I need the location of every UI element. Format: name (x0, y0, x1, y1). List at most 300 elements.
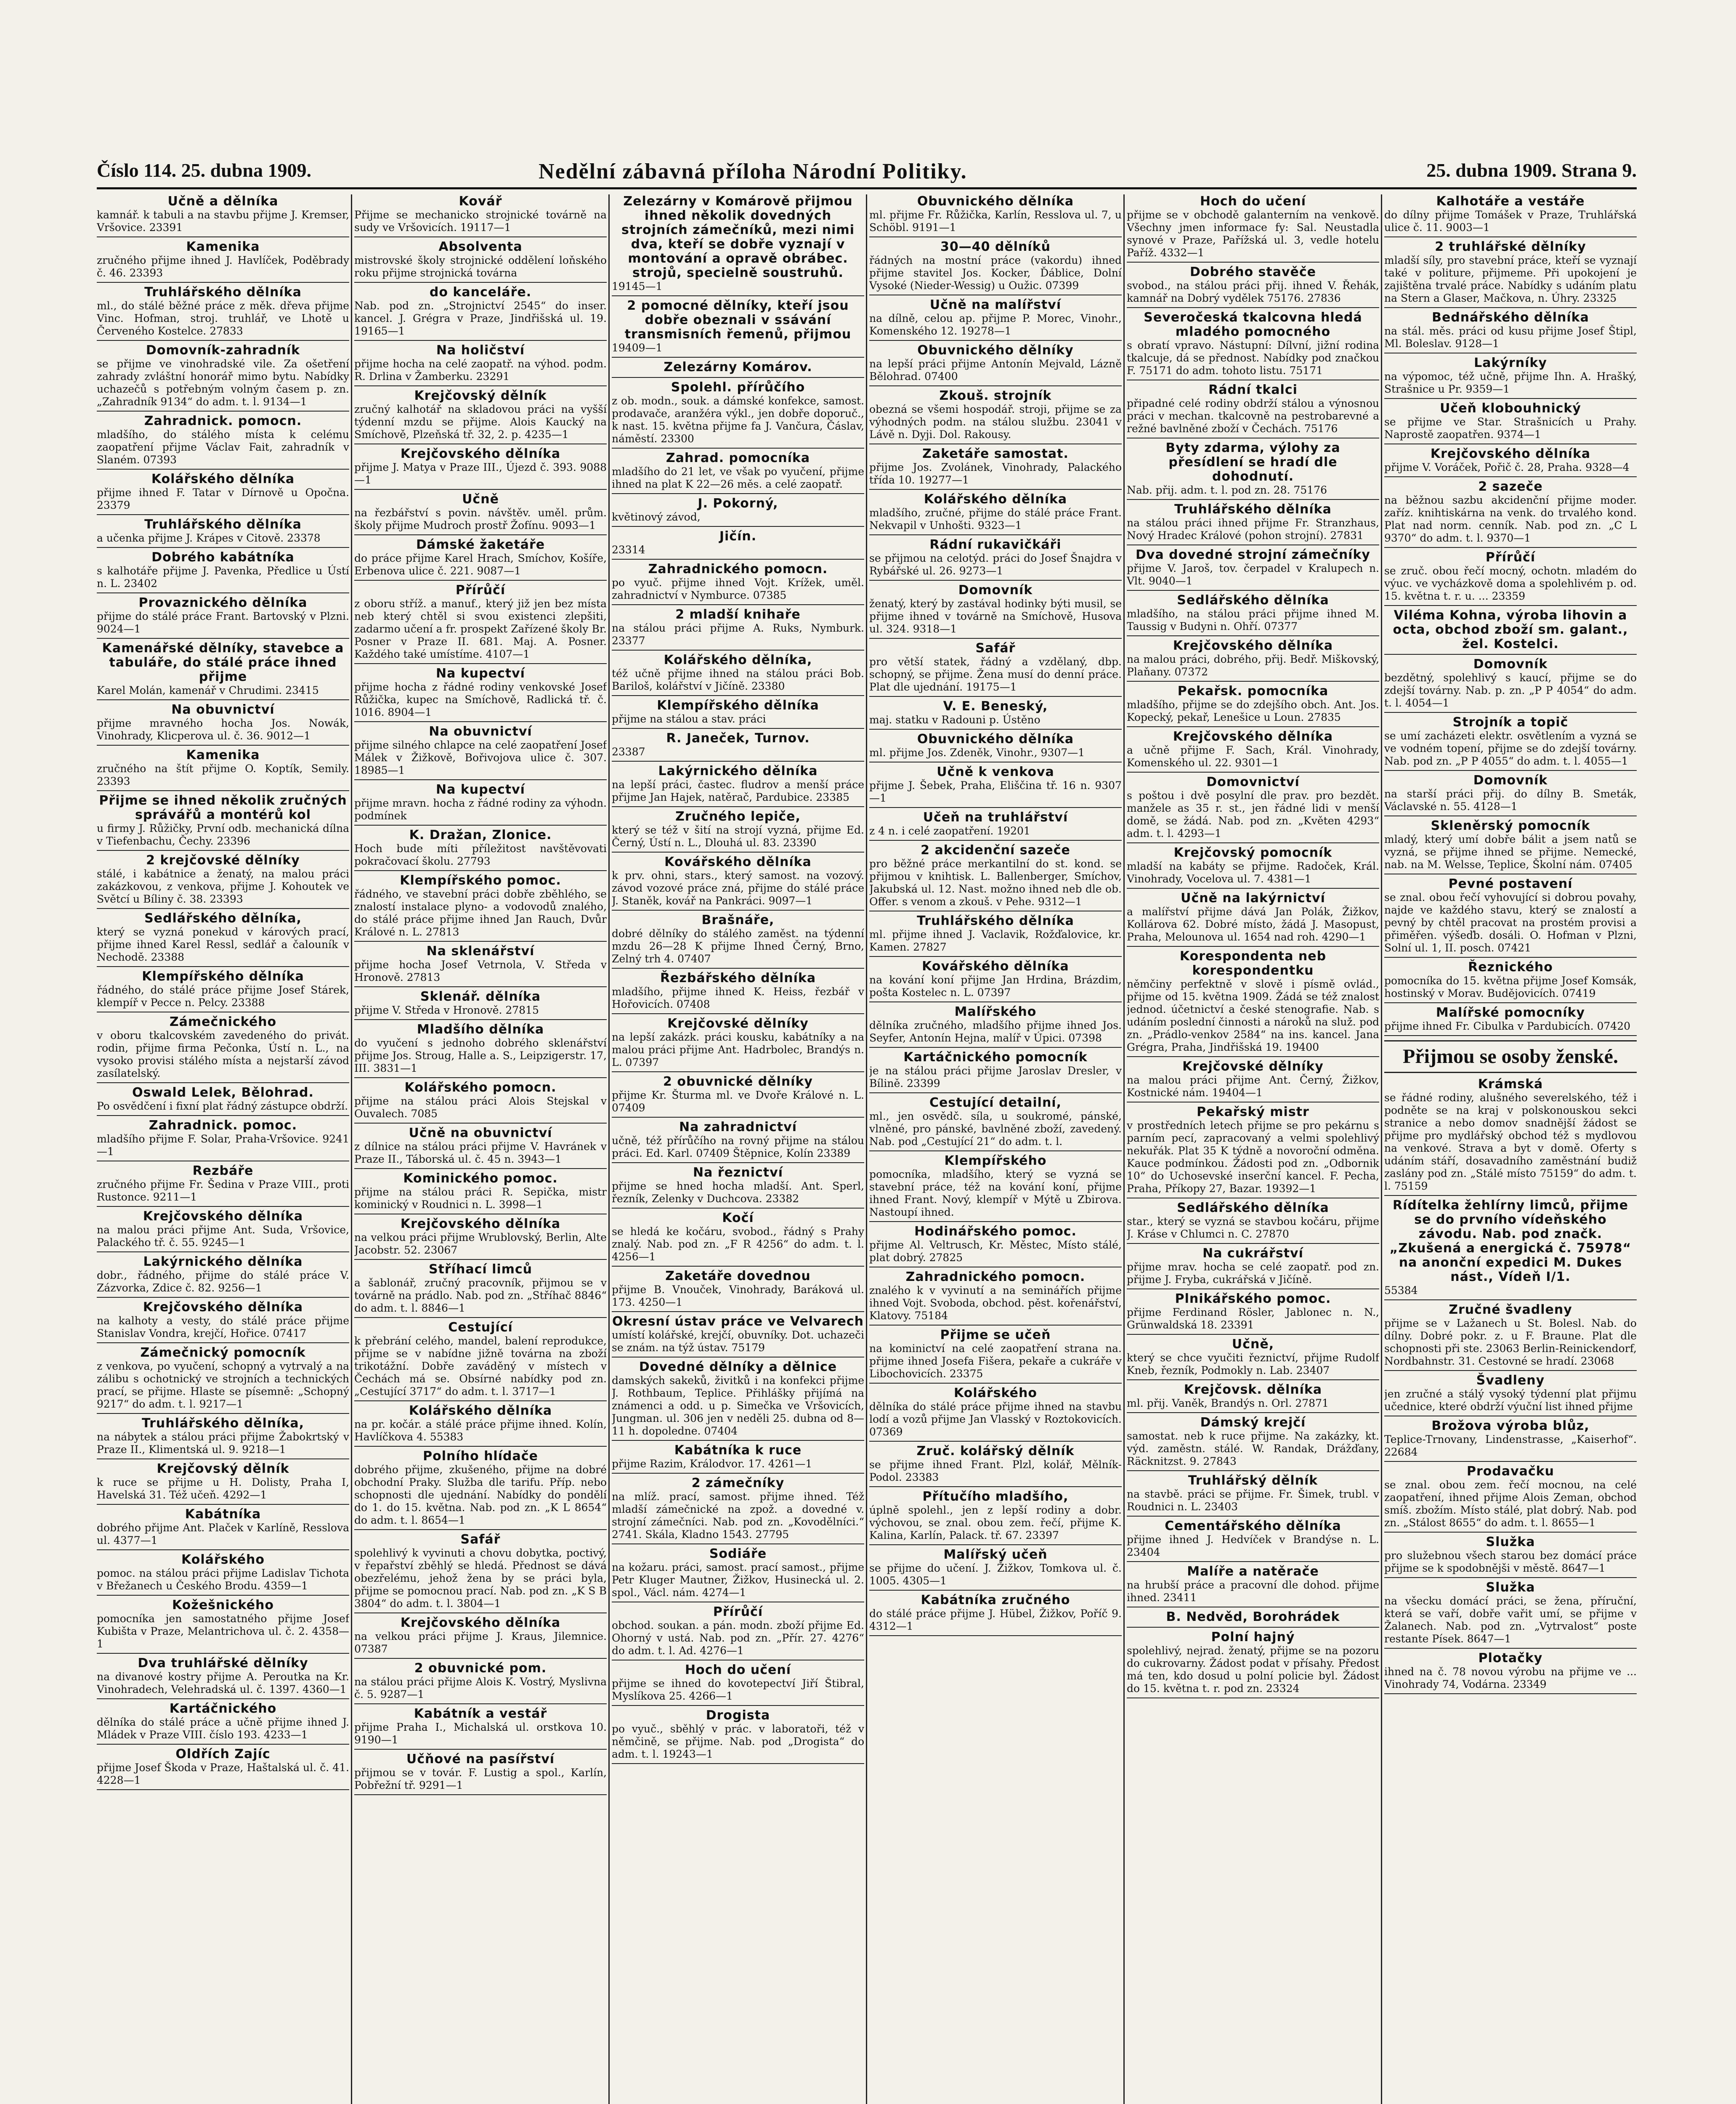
classified-ad (354, 1616, 607, 1659)
ad-body: pomocníka, mladšího, který se vyzná se stavební práce, též na kování koní, přijme ihned Frant. Nový, klempíř v Mýtě u Zbirova. Nastoupí ihned. (869, 1168, 1122, 1218)
ad-body: stálé, i kabátnice a ženatý, na malou práci zakázkovou, z venkova, přijme J. Kohoutek ve Světcí u Bíliny č. 38. 23393 (97, 868, 349, 905)
ad-body: na všecku domácí práci, se žena, příruční, která se vaří, dobře vařit umí, se přijme v Žalanech. Nab. pod zn. „Vytrvalost“ poste restante Písek. 8647—1 (1384, 1595, 1637, 1645)
ad-headline: Brašnáře, (701, 913, 775, 927)
ad-headline: Kolářského (181, 1552, 265, 1567)
ad-headline: Na řeznictví (693, 1165, 783, 1180)
ad-headline: Zručného lepiče, (675, 809, 801, 824)
ad-body: je na stálou práci přijme Jaroslav Dresler, v Bílině. 23399 (869, 1065, 1122, 1089)
classified-ad (612, 971, 864, 1014)
classified-ad (869, 1548, 1122, 1591)
ad-headline: Učeň klobouhnický (1440, 401, 1581, 416)
ad-body: a učenka přijme J. Krápes v Citově. 23378 (97, 532, 321, 544)
ad-body: do dílny přijme Tomášek v Praze, Truhlářská ulice č. 11. 9003—1 (1384, 209, 1637, 234)
ad-body: na velkou práci přijme J. Kraus, Jilemnice. 07387 (354, 1630, 607, 1655)
ad-body: se přijme ihned Frant. Plzl, kolář, Mělník-Podol. 23383 (869, 1458, 1122, 1483)
ad-body: zručného na štít přijme O. Koptík, Semily. 23393 (97, 762, 349, 787)
ad-headline: Zruč. kolářský dělník (916, 1444, 1075, 1458)
classified-ad (97, 1346, 349, 1414)
column-rule (866, 194, 867, 2104)
classified-ad (1384, 401, 1637, 444)
ad-headline: Kočí (722, 1211, 754, 1225)
ad-body: na starší práci přij. do dílny B. Smeták, Václavské n. 55. 4128—1 (1384, 788, 1637, 813)
ad-body: přijme hocha Josef Vetrnola, V. Středa v Hronově. 27813 (354, 959, 607, 983)
ad-headline: Plotačky (1478, 1651, 1543, 1666)
ad-headline: Severočeská tkalcovna hledá mladého pomocného (1144, 310, 1362, 339)
ad-headline: Domovník (958, 583, 1033, 598)
ad-headline: Sodiáře (709, 1546, 767, 1561)
ad-body: ženatý, který by zastával hodinky býti musil, se přijme ihned v továrně na Smíchově, Husova ul. 324. 9318—1 (869, 598, 1122, 635)
classified-ad (1384, 240, 1637, 308)
ad-body: přijme hocha na celé zaopatř. na výhod. podm. R. Drlina v Žamberku. 23291 (354, 358, 607, 383)
ad-headline: Služka (1486, 1580, 1535, 1595)
classified-ad (612, 764, 864, 807)
ad-body: ml., jen osvědč. síla, u soukromé, pánské, vlněné, pro pánské, bavlněné zboží, zavedený. Nab. pod „Cestující 21“ do adm. t. l. (869, 1110, 1122, 1148)
ad-headline: J. Pokorný, (698, 496, 778, 511)
ad-body: ml. přijme Fr. Růžička, Karlín, Resslova ul. 7, u Schöbl. 9191—1 (869, 209, 1122, 234)
ad-headline: Kolářského dělníka, (664, 653, 812, 667)
ad-body: přijme Jos. Zvolánek, Vinohrady, Palackého třída 10. 19277—1 (869, 461, 1122, 486)
ad-headline: Krejčovského dělníka (143, 1209, 303, 1224)
classified-ad (869, 732, 1122, 762)
classified-ad (1384, 194, 1637, 237)
ad-body: přijme do stálé práce Frant. Bartovský v Plzni. 9024—1 (97, 610, 349, 635)
ad-headline: Kartáčnického pomocník (903, 1050, 1088, 1065)
ad-body: znalého k v vyvinutí a na seminářích přijme ihned Vojt. Svoboda, obchod. pěst. kořenářství, Klatovy. 75184 (869, 1284, 1122, 1322)
ad-headline: Drogista (706, 1708, 770, 1723)
ad-headline: Krámská (1478, 1077, 1543, 1092)
classified-ad (1384, 819, 1637, 874)
ad-body: který se chce vyučiti řeznictví, přijme Rudolf Kneb, řezník, Podmokly n. Lab. 23407 (1127, 1352, 1379, 1376)
ad-headline: Krejčovského dělníka (1173, 638, 1333, 653)
ad-headline: 2 zámečníky (691, 1476, 785, 1490)
classified-ad (97, 853, 349, 909)
ad-headline: Kabátníka k ruce (674, 1443, 802, 1458)
ad-headline: Kolářského dělníka (409, 1403, 552, 1418)
ad-headline: Přítučího mladšího, (922, 1489, 1069, 1504)
ad-headline: Sklenář. dělníka (420, 989, 541, 1004)
ad-headline: Pevné postavení (1448, 877, 1573, 891)
classified-ad (354, 389, 607, 444)
ad-headline: Obuvnického dělníka (917, 732, 1074, 746)
ad-body: pro běžné práce merkantilní do st. kond. se přijmou v knihtisk. L. Ballenberger, Smíchov, Jakubská ul. 12. Nast. možno ihned neb dle ob. Offer. s venom a zkouš. v Pehe. 9312—1 (869, 858, 1122, 908)
ad-headline: Zahradnického pomocn. (648, 562, 828, 576)
ad-body: mladšího, na stálou práci přijme ihned M. Taussig v Budyni n. Ohří. 07377 (1127, 608, 1379, 632)
ad-headline: Rídítelka žehlírny limců, přijme se do prvního vídeňského závodu. Nab. pod značk. „Zkušená a energická č. 75978“ na anonční expedici M. Dukes nást., Vídeň I/1. (1389, 1198, 1632, 1284)
ad-headline: Lakýrnického dělníka (143, 1254, 303, 1269)
ad-body: ml. přij. Vaněk, Brandýs n. Orl. 27871 (1127, 1397, 1329, 1409)
classified-ad (869, 343, 1122, 386)
ad-body: ml. přijme ihned J. Vaclavik, Rožďalovice, kr. Kamen. 27827 (869, 928, 1122, 953)
ad-headline: Malířské pomocníky (1436, 1005, 1585, 1020)
classified-ad (354, 1707, 607, 1750)
classified-ad (612, 653, 864, 696)
classified-ad (612, 1605, 864, 1660)
classified-ad (354, 1262, 607, 1318)
ad-body: u firmy J. Růžičky, První odb. mechanická dílna v Tiefenbachu, Čechy. 23396 (97, 822, 349, 847)
classified-ad (97, 1656, 349, 1699)
ad-headline: Krejčovského dělníka (143, 1300, 303, 1315)
classified-ad (1384, 1373, 1637, 1416)
ad-body: mladšího, do stálého místa k celému zaopatření přijme Václav Fait, zahradník v Slaném. 07393 (97, 428, 349, 466)
classified-ad (1127, 891, 1379, 947)
ad-body: přijme ihned J. Hedvíček v Brandýse n. L. 23404 (1127, 1533, 1379, 1558)
ad-body: Po osvědčení i fixní plat řádný zástupce obdrží. (97, 1100, 348, 1112)
classified-ad (97, 285, 349, 341)
ad-body: přijme na stálou práci R. Sepička, mistr kominický v Roudnici n. L. 3998—1 (354, 1186, 607, 1211)
ad-headline: Přírůčí (1485, 550, 1536, 565)
ad-headline: Rezbáře (192, 1164, 254, 1178)
classified-ad (869, 914, 1122, 957)
ad-headline: Kabátník a vestář (414, 1706, 547, 1721)
classified-ad (97, 1015, 349, 1083)
ad-body: z 4 n. i celé zaopatření. 19201 (869, 825, 1030, 837)
ad-headline: Klempířského (944, 1153, 1047, 1168)
classified-ad (97, 1747, 349, 1790)
ad-body: dobrého přijme, zkušeného, přijme na dobré obchodní Praky. Služba dle tarifu. Příp. nebo schopnosti dle ujednání. Nabídky do pondělí do 1. do 15. května. Nab. pod zn. „K L 8654“ do adm. t. l. 8654—1 (354, 1464, 607, 1526)
page-date-number: 25. dubna 1909. Strana 9. (1426, 159, 1637, 181)
ad-headline: Učňové na pasířství (406, 1752, 555, 1767)
ad-body: dělníka do stálé práce a učně přijme ihned J. Mládek v Praze VIII. číslo 193. 4233—1 (97, 1716, 349, 1741)
ad-body: jen zručné a stálý vysoký týdenní plat přijmu učednice, které obdrží výuční list ihned přijme (1384, 1388, 1637, 1413)
classified-ad (1384, 1535, 1637, 1578)
ad-headline: Klempířského pomoc. (400, 873, 561, 888)
ad-body: se umí zacházeti elektr. osvětlením a vyzná se ve vodném topení, přijme se do zdejší továrny. Nab. pod zn. „P P 4055“ do adm. t. l. 4055—1 (1384, 730, 1637, 767)
ad-body: s kalhotáře přijme J. Pavenka, Předlice u Ústí n. L. 23402 (97, 565, 349, 590)
ad-headline: Truhlářského dělníka (144, 517, 302, 532)
ad-headline: Kamenika (186, 239, 260, 254)
ad-headline: Klempířského dělníka (142, 969, 304, 984)
ad-headline: Domovník (1473, 657, 1548, 672)
ad-body: přijme se v Lažanech u St. Bolesl. Nab. do dílny. Dobré pokr. z. u F. Braune. Plat dle schopnosti při ste. 23063 Berlin-Reinickendorf, Nordbahnstr. 31. Cestovné se hradí. 23068 (1384, 1317, 1637, 1367)
classified-ad (612, 497, 864, 527)
ad-headline: Viléma Kohna, výroba lihovin a octa, obchod zboží sm. galant., žel. Kostelci. (1393, 608, 1628, 651)
classified-ad (354, 1404, 607, 1447)
classified-ad (97, 343, 349, 412)
ad-body: 23314 (612, 544, 645, 556)
classified-ad (1127, 775, 1379, 843)
ad-headline: Malířského (954, 1004, 1037, 1019)
classified-ad (612, 299, 864, 358)
classified-ad (1127, 548, 1379, 591)
ad-headline: Krejčovské dělníky (667, 1016, 809, 1031)
classified-ad (612, 529, 864, 560)
ad-body: pomocníka jen samostatného přijme Josef Kubišta v Praze, Melantrichova ul. č. 2. 4358—1 (97, 1613, 349, 1650)
ad-headline: Učně a dělníka (167, 194, 279, 209)
ad-body: přijme mravného hocha Jos. Nowák, Vinohrady, Klicperova ul. č. 36. 9012—1 (97, 717, 349, 742)
classified-ad (1127, 194, 1379, 263)
ad-headline: Stříhací limců (428, 1262, 533, 1277)
ad-body: pomoc. na stálou práci přijme Ladislav Tichota v Břežanech u Českého Brodu. 4359—1 (97, 1567, 349, 1592)
ad-headline: Korespondenta neb korespondentku (1179, 949, 1327, 978)
classified-ad (97, 1553, 349, 1596)
ad-headline: Sedlářského dělníka (1177, 593, 1329, 608)
ad-body: též učně přijme ihned na stálou práci Bob. Bariloš, kolářství v Jičíně. 23380 (612, 667, 864, 692)
ad-headline: do kanceláře. (429, 285, 532, 300)
classified-ad (1127, 311, 1379, 380)
ad-body: Hoch bude míti příležitost navštěvovati pokračovací školu. 27793 (354, 842, 607, 867)
classified-ad (354, 828, 607, 871)
ad-body: na hrubší práce a pracovní dle dohod. přijme ihned. 23411 (1127, 1579, 1379, 1604)
ad-headline: Brožova výroba blůz, (1431, 1419, 1590, 1433)
ad-body: mladšího, zručné, přijme do stálé práce Frant. Nekvapil v Unhošti. 9323—1 (869, 507, 1122, 531)
classified-ad (612, 913, 864, 969)
ad-body: zručný kalhotář na skladovou práci na vyšší týdenní mzdu se přijme. Alois Kaucký na Smíchově, Plzeňská tř. 32, 2. p. 4235—1 (354, 403, 607, 441)
ad-body: na lepší práci, častec. fludrov a menší práce přijme Jan Hajek, natěrač, Pardubice. 23385 (612, 778, 864, 803)
classified-ad (97, 1300, 349, 1343)
ad-headline: Dámský krejčí (1200, 1415, 1306, 1430)
classified-ad (869, 765, 1122, 808)
ad-body: Přijme se mechanicko strojnické továrně na sudy ve Vršovicích. 19117—1 (354, 209, 607, 234)
classified-ad (354, 447, 607, 490)
classified-ad (1127, 1246, 1379, 1289)
ad-body: mladšího, přijme se do zdejšího obch. Ant. Jos. Kopecký, pekař, Lenešice u Loun. 27835 (1127, 699, 1379, 723)
ad-headline: Kartáčnického (169, 1701, 277, 1716)
classified-ad (1384, 1077, 1637, 1196)
classified-ad (1127, 1474, 1379, 1517)
ad-headline: Zámečnického (169, 1015, 277, 1029)
ad-body: mladšího, přijme ihned K. Heiss, řezbář v Hořovicích. 07408 (612, 986, 864, 1010)
ad-body: na kalhoty a vesty, do stálé práce přijme Stanislav Vondra, krejčí, Hořice. 07417 (97, 1315, 349, 1339)
classified-ad (354, 783, 607, 826)
ad-body: na kožaru. práci, samost. prací samost., přijme Petr Kluger Mautner, Žižkov, Husinecká ul. 2. spol., Václ. nám. 4274—1 (612, 1561, 864, 1599)
ad-body: přijme na stálou a stav. práci (612, 713, 766, 725)
ad-body: a šablonář, zručný pracovník, přijmou se v továrně na prádlo. Nab. pod zn. „Stříhač 8846“ do adm. t. l. 8846—1 (354, 1277, 607, 1314)
ad-body: na mlíž. prací, samost. přijme ihned. Též mladší zámečnické na zpož. a dovedné v. strojní zámečníci. Nab. pod zn. „Kovodělníci.“ 2741. Skála, Kladno 1543. 27795 (612, 1490, 864, 1541)
classified-ad (612, 562, 864, 605)
classified-ad (1127, 1105, 1379, 1198)
column-rule (1123, 194, 1125, 2104)
classified-ad (869, 1154, 1122, 1222)
ad-body: květinový závod, (612, 511, 701, 523)
classified-ad (869, 1096, 1122, 1151)
ad-body: přijme silného chlapce na celé zaopatření Josef Málek v Žižkově, Bořivojova ulice č. 307. 18985—1 (354, 739, 607, 776)
classified-ad (1127, 1201, 1379, 1244)
ad-body: se znal. obou zem. řečí mocnou, na celé zaopatření, ihned přijme Alois Zeman, obchod smíš. zbožím. Místo stálé, plat dobrý. Nab. pod zn. „Stálost 8655“ do adm. t. l. 8655—1 (1384, 1479, 1637, 1529)
ad-body: s poštou i dvě posylní dle prav. pro bezdět. manžele as 35 r. st., jen řádné lidi v menší domě, se žádá. Nab. pod zn. „Květen 4293“ adm. t. l. 4293—1 (1127, 789, 1379, 839)
ad-headline: Strojník a topič (1452, 715, 1569, 730)
ad-headline: Na sklenářství (426, 944, 535, 959)
ad-headline: Učně k venkova (937, 765, 1054, 779)
ad-body: se řádné rodiny, alušného severelského, též i podněte se na kraj v polskonouskou sekci stranice a nebo domov snadnější žádost se přijme pro mydlářský obchod též s mydlovou na venkové. Strava a byt v domě. Oferty s udáním stáří, dosavadního zaměstnání budiž zaslány pod zn. „Stálé místo 75159“ do adm. t. l. 75159 (1384, 1092, 1637, 1192)
classified-ad (869, 298, 1122, 341)
ad-headline: Cementářského dělníka (1165, 1519, 1341, 1533)
classified-ad (97, 911, 349, 967)
column-rule (351, 194, 352, 2104)
ad-body: dobr., řádného, přijme do stálé práce V. Zázvorka, Zdice č. 82. 9256—1 (97, 1269, 349, 1294)
classified-ad (97, 1462, 349, 1505)
ad-body: úplně spolehl., jen z lepší rodiny a dobr. výchovou, se znal. obou zem. řečí, přijme K. Kalina, Karlín, Palack. tř. 67. 23397 (869, 1504, 1122, 1541)
classified-ad (612, 1120, 864, 1163)
ad-headline: Učně na malířství (929, 298, 1062, 312)
ad-headline: Obuvnického dělníky (917, 343, 1074, 358)
classified-ad (354, 1533, 607, 1613)
classified-ad (97, 1598, 349, 1654)
classified-ad (1127, 1519, 1379, 1562)
ad-body: pro služebnou všech starou bez domácí práce přijme se k spodobnějši v městě. 8647—1 (1384, 1549, 1637, 1574)
classified-ad (1127, 639, 1379, 682)
ad-column (1127, 194, 1379, 2104)
ad-headline: Řeznického (1468, 960, 1553, 975)
ad-headline: Řezbářského dělníka (660, 971, 816, 986)
ad-body: mladší na kabáty se přijme. Radoček, Král. Vinohrady, Vocelova ul. 7. 4381—1 (1127, 860, 1379, 885)
classified-ad (97, 1416, 349, 1459)
classified-ad (869, 1444, 1122, 1487)
ad-body: na dílně, celou ap. přijme P. Morec, Vinohr., Komenského 12. 19278—1 (869, 312, 1122, 337)
classified-ad (612, 1075, 864, 1118)
ad-headline: Krejčovského dělníka (400, 446, 561, 461)
classified-ad (869, 1386, 1122, 1442)
ad-headline: Na cukrářství (1202, 1246, 1303, 1261)
ad-body: mistrovské školy strojnické oddělení loňského roku přijme strojnická továrna (354, 254, 607, 279)
ad-body: který se vyzná ponekud v kárových prací, přijme ihned Karel Ressl, sedlář a čalouník v Nechodě. 23388 (97, 926, 349, 963)
classified-ad (1384, 447, 1637, 477)
ad-body: do práce přijme Karel Hrach, Smíchov, Košíře, Erbenova ulice č. 221. 9087—1 (354, 552, 607, 577)
ad-headline: Malířský učeň (943, 1547, 1048, 1562)
ad-body: přijme Kr. Šturma ml. ve Dvoře Králové n. L. 07409 (612, 1089, 864, 1114)
ad-headline: Zahradnického pomocn. (905, 1270, 1086, 1284)
ad-headline: Krejčovského dělníka (1430, 446, 1591, 461)
ad-body: obchod. soukan. a pán. modn. zboží přijme Ed. Ohorný v ustá. Nab. pod zn. „Přír. 27. 4276“ do adm. t. l. Ad. 4276—1 (612, 1619, 864, 1657)
ad-headline: Krejčovské dělníky (1182, 1059, 1324, 1074)
ad-headline: Na kupectví (436, 782, 525, 797)
ad-body: svobod., na stálou práci přij. ihned V. Řehák, kamnář na Dobrý vydělek 75176. 27836 (1127, 279, 1379, 304)
ad-headline: Učně na obuvnictví (409, 1126, 552, 1140)
classified-ad (869, 194, 1122, 237)
ad-body: dobrého přijme Ant. Plaček v Karlíně, Resslova ul. 4377—1 (97, 1522, 349, 1546)
ad-headline: Krejčovský dělník (414, 388, 547, 403)
classified-ad (869, 538, 1122, 581)
ad-body: 19409—1 (612, 342, 663, 354)
ad-body: na malou práci, dobrého, přij. Bedř. Miškovský, Plaňany. 07372 (1127, 653, 1379, 678)
ad-headline: 2 mladší knihaře (675, 607, 801, 622)
classified-ad (1127, 1337, 1379, 1380)
ad-body: spolehlivý, nejrad. ženatý, přijme se na pozoru do cukrovarny. Žádost podat v přísahy. Předost má ten, kdo dosud u polní policie byl. Žádost do 15. května t. r. pod zn. 23324 (1127, 1644, 1379, 1695)
ad-body: mladšího přijme F. Solar, Praha-Vršovice. 9241—1 (97, 1133, 349, 1158)
ad-headline: Domovník-zahradník (146, 343, 300, 358)
classified-ad (869, 1270, 1122, 1326)
classified-ad (869, 1490, 1122, 1545)
ad-headline: 2 akcidenční sazeče (921, 843, 1070, 858)
classified-ad (97, 794, 349, 851)
classified-ad (354, 944, 607, 987)
ad-headline: Zahradnick. pomoc. (149, 1118, 297, 1133)
ad-headline: Přijme se učeň (940, 1328, 1051, 1342)
ad-headline: Zahrad. pomocníka (666, 451, 810, 465)
ad-headline: Kolářského (954, 1386, 1037, 1400)
classified-ad (1127, 1292, 1379, 1335)
ad-headline: Zámečnický pomocník (140, 1345, 306, 1360)
ad-body: přijme J. Šebek, Praha, Eliščina tř. 16 n. 9307—1 (869, 779, 1122, 804)
ad-headline: Truhlářského dělníka (1174, 502, 1332, 517)
ad-body: a malířství přijme dává Jan Polák, Žižkov, Kollárova 62. Dobré místo, žádá J. Masopust, Praha, Melounova ul. 1654 nad roh. 4290—1 (1127, 906, 1379, 943)
ad-headline: Rádní tkalci (1208, 383, 1298, 397)
classified-ad (1384, 311, 1637, 353)
ad-body: přijme mrav. hocha se celé zaopatř. pod zn. přijme J. Fryba, cukrářská v Jičíně. (1127, 1261, 1379, 1286)
classified-ad (354, 194, 607, 237)
ad-headline: 2 truhlářské dělníky (1435, 239, 1586, 254)
ad-headline: Hoch do učení (685, 1663, 791, 1677)
ad-body: mladšího do 21 let, ve však po vyučení, přijme ihned na plat K 22—26 měs. a celé zaopatř. (612, 465, 864, 490)
classified-ad (1384, 773, 1637, 816)
classified-ad (1127, 730, 1379, 773)
classified-ad (354, 1661, 607, 1704)
ad-body: přijme J. Matya v Praze III., Újezd č. 393. 9088—1 (354, 461, 607, 486)
ad-body: připadné celé rodiny obdrží stálou a výnosnou práci v mechan. tkalcovně na pestrobarevné a režné bavlněné zboží v Čechách. 75176 (1127, 397, 1379, 435)
ad-body: v prostředních letech přijme se pro pekárnu s parním pecí, zapracovaný a velmi spolehlivý nekuřák. Plat 35 K týdně a novoroční odměna. Kauce podmínkou. Žádosti pod zn. „Odbornik 10“ do Uchosevské inserční kancel. F. Pecha, Praha, Příkopy 27, Bazar. 19392—1 (1127, 1119, 1379, 1195)
ad-headline: Domovník (1473, 773, 1548, 788)
classified-ad (354, 990, 607, 1020)
ad-headline: Jičín. (719, 529, 757, 544)
classified-ad (1127, 502, 1379, 545)
ad-headline: Přijme se ihned několik zručných správářů a montérů kol (99, 793, 347, 822)
classified-ad (869, 699, 1122, 730)
ad-body: přijme na stálou práci Alois Stejskal v Ouvalech. 7085 (354, 1095, 607, 1120)
classified-ad (354, 1081, 607, 1124)
classified-ad (612, 1476, 864, 1544)
ad-headline: Lakýrnického dělníka (658, 764, 818, 778)
classified-ad (354, 667, 607, 722)
ad-body: ml. přijme Jos. Zdeněk, Vinohr., 9307—1 (869, 746, 1085, 759)
ad-body: na pr. kočár. a stálé práce přijme ihned. Kolín, Havlíčkova 4. 55383 (354, 1418, 607, 1443)
classified-ad (1384, 1464, 1637, 1533)
ad-body: maj. statku v Radouni p. Ústěno (869, 714, 1041, 726)
classified-ad (97, 1255, 349, 1298)
ad-body: na stálou práci přijme Alois K. Vostrý, Myslivna č. 5. 9287—1 (354, 1676, 607, 1700)
ad-headline: Na obuvnictví (171, 702, 275, 717)
classified-ad (612, 855, 864, 911)
classified-ad (1127, 1060, 1379, 1102)
ad-headline: Krejčovský pomocník (1173, 845, 1333, 860)
ad-headline: Dva dovedné strojní zámečníky (1136, 547, 1370, 562)
section-heading: Přijmou se osoby ženské. (1384, 1040, 1637, 1073)
ad-body: se přijme do učení. J. Žižkov, Tomkova ul. č. 1005. 4305—1 (869, 1562, 1122, 1587)
classified-ad (1127, 1383, 1379, 1413)
classified-ad (354, 343, 607, 386)
ad-body: přijme ihned F. Tatar v Dírnově u Opočna. 23379 (97, 486, 349, 511)
ad-body: přijme V. Jaroš, tov. čerpadel v Kralupech n. Vlt. 9040—1 (1127, 562, 1379, 587)
ad-body: na velkou práci přijme Wrublovský, Berlin, Alte Jacobstr. 52. 23067 (354, 1231, 607, 1256)
ad-body: přijme hocha z řádné rodiny venkovské Josef Růžička, kupec na Smíchově, Radlická tř. č. 1016. 8904—1 (354, 681, 607, 718)
classified-ad (612, 1708, 864, 1764)
ad-headline: Truhlářský dělník (1188, 1473, 1318, 1488)
classified-ad (354, 725, 607, 780)
ad-headline: 30—40 dělníků (940, 239, 1051, 254)
ad-headline: Zelezárny v Komárově přijmou ihned několik dovedných strojních zámečníků, mezi nimi dva, kteří se dobře vyznají v montování a opravě obrábec. strojů, specielně soustruhů. (621, 194, 855, 280)
classified-ad (612, 451, 864, 494)
ad-body: učně, též přírůčího na rovný přijme na stálou práci. Ed. Karl. 07409 Štěpnice, Kolín 23389 (612, 1134, 864, 1159)
classified-ad (869, 641, 1122, 697)
ad-headline: Polního hlídače (423, 1449, 538, 1464)
ad-columns (97, 194, 1637, 2104)
ad-headline: Skleněrský pomocník (1431, 818, 1590, 833)
classified-ad (1127, 441, 1379, 500)
classified-ad (612, 699, 864, 729)
ad-body: ihned na č. 78 novou výrobu na přijme ve ... Vinohrady 74, Vodárna. 23349 (1384, 1666, 1637, 1690)
classified-ad (1384, 480, 1637, 548)
ad-headline: Kominického pomoc. (403, 1171, 558, 1186)
page-header (97, 159, 1637, 189)
ad-body: dělníka do stálé práce přijme ihned na stavbu lodí a vozů přijme Jan Vlasský v Roztokovicích. 07369 (869, 1400, 1122, 1438)
ad-headline: Byty zdarma, výlohy za přesídlení se hradí dle dohodnutí. (1165, 441, 1340, 484)
ad-body: přijme B. Vnouček, Vinohrady, Baráková ul. 173. 4250—1 (612, 1283, 864, 1308)
ad-headline: Truhlářského dělníka (144, 285, 302, 300)
classified-ad (354, 583, 607, 664)
ad-headline: Hoch do učení (1200, 194, 1306, 209)
ad-body: na řezbářství s povin. návštěv. uměl. prům. školy přijme Mudroch prostř Žofínu. 9093—1 (354, 507, 607, 531)
ad-headline: Krejčovského dělníka (400, 1615, 561, 1630)
classified-ad (612, 194, 864, 296)
ad-headline: Na obuvnictví (429, 724, 532, 739)
